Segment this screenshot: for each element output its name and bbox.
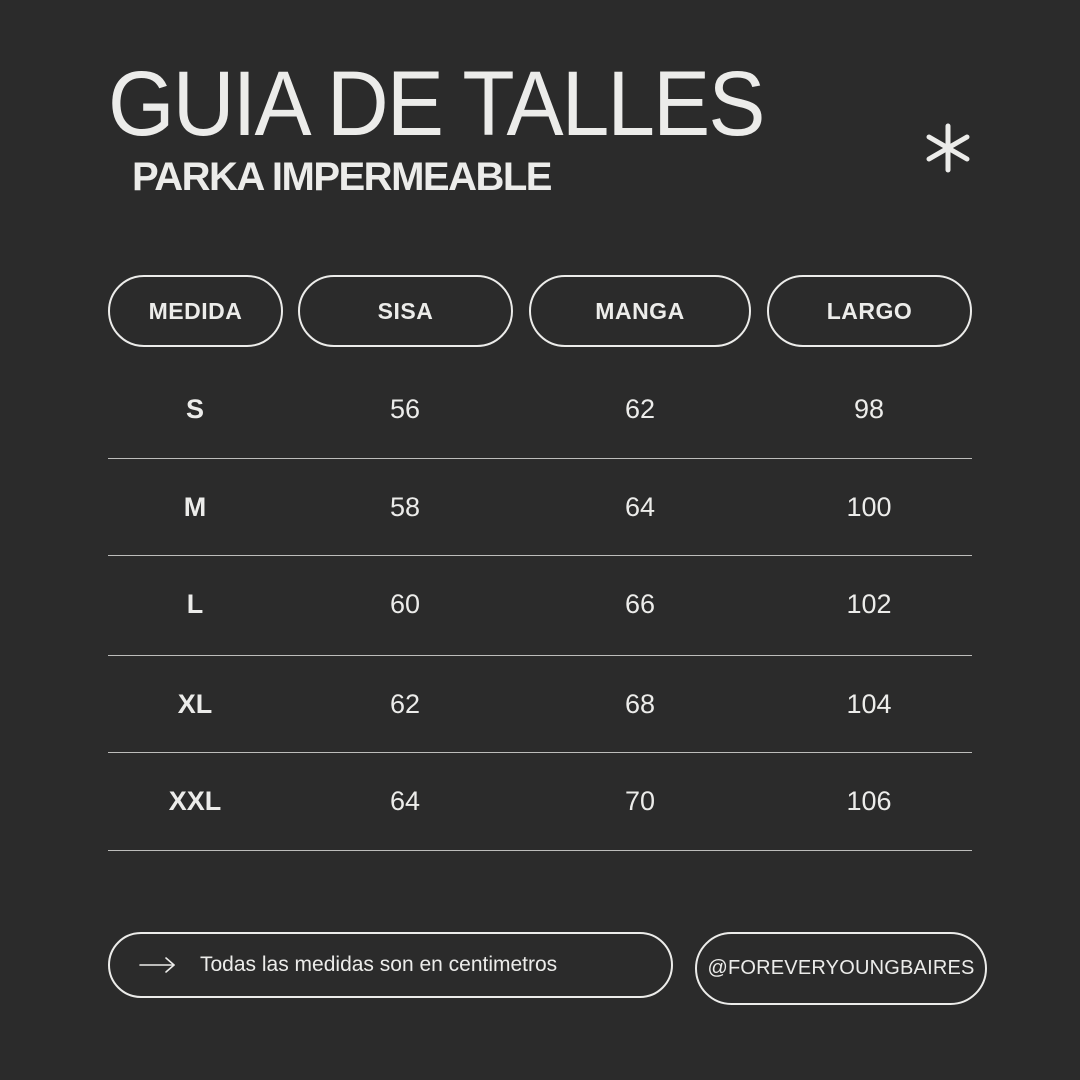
row-divider bbox=[108, 555, 972, 556]
arrow-right-icon bbox=[138, 954, 178, 976]
column-header-sisa: SISA bbox=[298, 275, 513, 347]
column-header-manga: MANGA bbox=[529, 275, 751, 347]
row-divider bbox=[108, 655, 972, 656]
sisa-cell: 58 bbox=[389, 492, 421, 522]
largo-cell: 106 bbox=[846, 786, 892, 816]
row-divider bbox=[108, 850, 972, 851]
largo-cell: 104 bbox=[846, 689, 892, 719]
manga-cell: 62 bbox=[624, 394, 656, 424]
sisa-cell: 62 bbox=[389, 689, 421, 719]
page-subtitle: PARKA IMPERMEABLE bbox=[132, 155, 551, 199]
size-cell: L bbox=[186, 589, 204, 619]
measurement-note bbox=[108, 932, 673, 998]
manga-cell: 70 bbox=[624, 786, 656, 816]
sisa-cell: 60 bbox=[389, 589, 421, 619]
column-header-largo: LARGO bbox=[767, 275, 972, 347]
page-title: GUIA DE TALLES bbox=[108, 53, 764, 155]
size-cell: S bbox=[185, 394, 204, 424]
row-divider bbox=[108, 752, 972, 753]
note-text: Todas las medidas son en centimetros bbox=[200, 953, 558, 976]
instagram-handle[interactable]: @FOREVERYOUNGBAIRES bbox=[695, 932, 987, 1005]
size-cell: M bbox=[183, 492, 207, 522]
sisa-cell: 64 bbox=[389, 786, 421, 816]
manga-cell: 68 bbox=[624, 689, 656, 719]
manga-cell: 66 bbox=[624, 589, 656, 619]
largo-cell: 102 bbox=[846, 589, 892, 619]
column-header-medida: MEDIDA bbox=[108, 275, 283, 347]
largo-cell: 100 bbox=[846, 492, 892, 522]
size-cell: XL bbox=[177, 689, 213, 719]
asterisk-icon bbox=[918, 118, 978, 178]
row-divider bbox=[108, 458, 972, 459]
largo-cell: 98 bbox=[853, 394, 885, 424]
size-cell: XXL bbox=[168, 786, 222, 816]
sisa-cell: 56 bbox=[389, 394, 421, 424]
manga-cell: 64 bbox=[624, 492, 656, 522]
